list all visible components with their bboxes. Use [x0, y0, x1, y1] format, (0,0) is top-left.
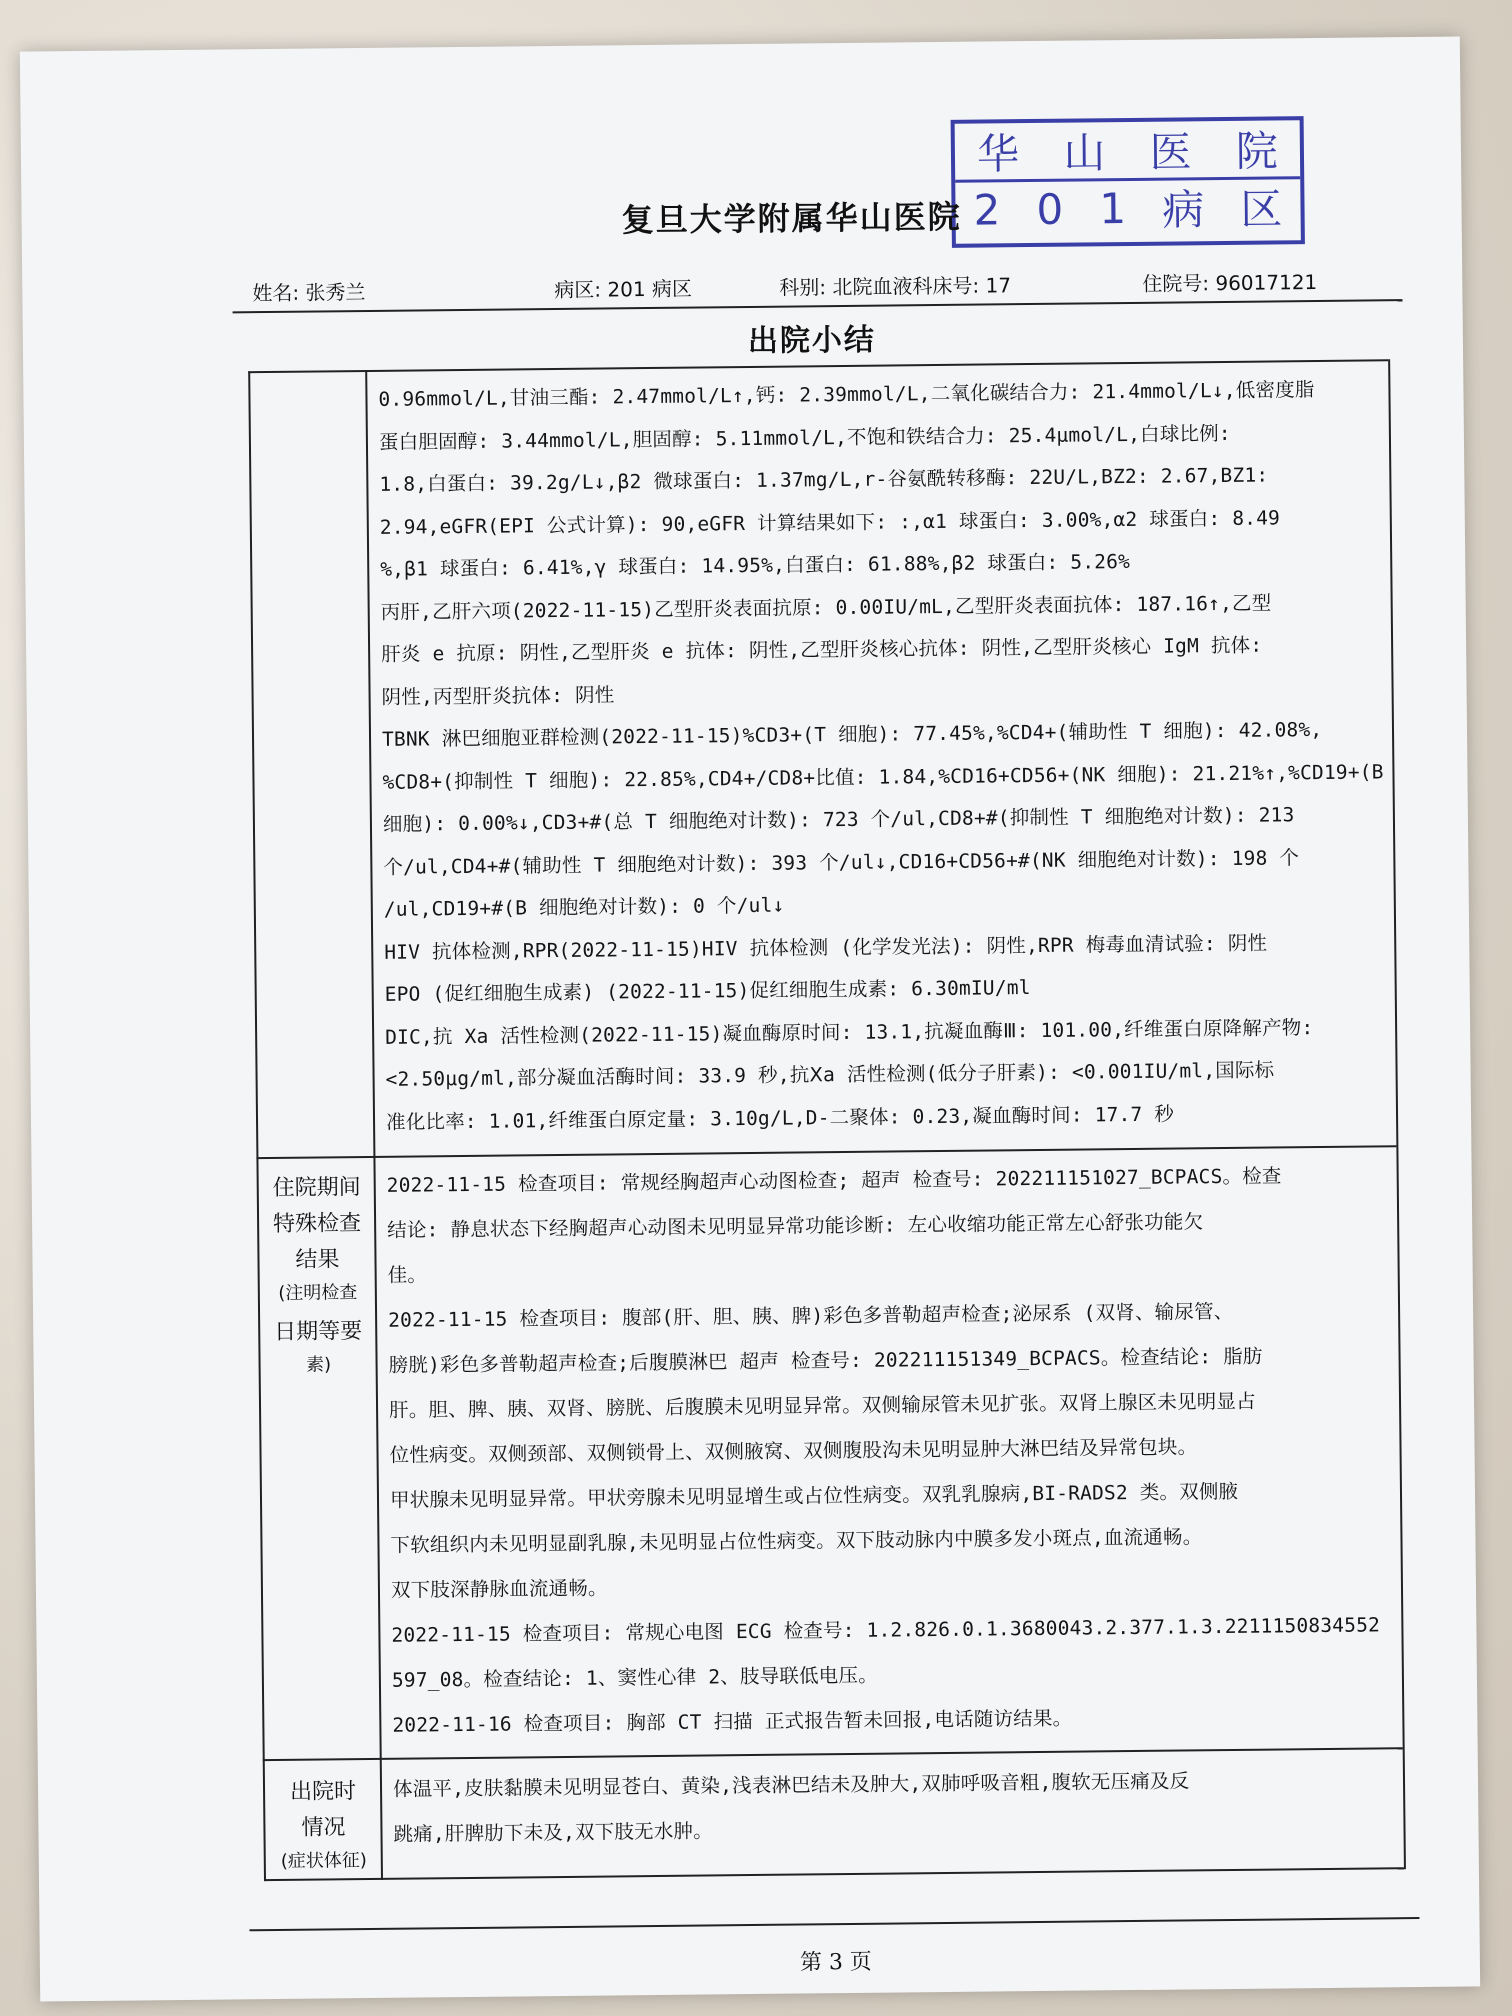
text-line: <2.50μg/ml,部分凝血活酶时间: 33.9 秒,抗Ⅹa 活性检测(低分子肝素): <0.001IU/ml,国际标	[385, 1058, 1275, 1091]
text-line: /ul,CD19+#(B 细胞绝对计数): 0 个/ul↓	[383, 893, 785, 921]
text-line: 膀胱)彩色多普勒超声检查;后腹膜淋巴 超声 检查号: 202211151349_BCPACS。检查结论: 脂肪	[388, 1344, 1263, 1377]
row-divider-1	[256, 1145, 1396, 1159]
stamp-char: 山	[1063, 128, 1106, 178]
stamp-char: 1	[1099, 183, 1127, 233]
stamp-char: 0	[1036, 184, 1064, 234]
text-line: 结论: 静息状态下经胸超声心动图未见明显异常功能诊断: 左心收缩功能正常左心舒张功能欠	[387, 1210, 1204, 1242]
department-field: 科别: 北院血液科床号: 17	[779, 273, 1012, 300]
text-line: 体温平,皮肤黏膜未见明显苍白、黄染,浅表淋巴结未及肿大,双肺呼吸音粗,腹软无压痛及反	[392, 1769, 1190, 1801]
table-right-border	[1388, 359, 1406, 1869]
text-line: 肝。胆、脾、胰、双肾、膀胱、后腹膜未见明显异常。双侧输尿管未见扩张。双肾上腺区未见明显占	[388, 1389, 1256, 1422]
table-top-border	[248, 359, 1388, 373]
page-number: 第 3 页	[799, 1949, 872, 1976]
text-line: 2.94,eGFR(EPI 公式计算): 90,eGFR 计算结果如下: :,α1 球蛋白: 3.00%,α2 球蛋白: 8.49	[379, 505, 1281, 539]
text-line: 跳痛,肝脾肋下未及,双下肢无水肿。	[393, 1819, 714, 1846]
text-line: 佳。	[387, 1263, 428, 1287]
row-label: 情况	[301, 1815, 346, 1841]
text-line: %,β1 球蛋白: 6.41%,γ 球蛋白: 14.95%,白蛋白: 61.88%,β2 球蛋白: 5.26%	[380, 549, 1131, 581]
text-line: 个/ul,CD4+#(辅助性 T 细胞绝对计数): 393 个/ul↓,CD16+CD56+#(NK 细胞绝对计数): 198 个	[383, 845, 1300, 879]
row-label: 住院期间	[272, 1175, 361, 1202]
row-divider-2	[263, 1747, 1403, 1761]
text-line: 下软组织内未见明显副乳腺,未见明显占位性病变。双下肢动脉内中膜多发小斑点,血流通畅。	[390, 1525, 1203, 1557]
text-line: 阴性,丙型肝炎抗体: 阴性	[381, 682, 615, 709]
text-line: 1.8,白蛋白: 39.2g/L↓,β2 微球蛋白: 1.37mg/L,r-谷氨酰转移酶: 22U/L,BZ2: 2.67,BZ1:	[379, 463, 1269, 496]
text-line: 597_08。检查结论: 1、窦性心律 2、肢导联低电压。	[391, 1663, 878, 1692]
stamp-char: 院	[1235, 126, 1279, 176]
text-line: 位性病变。双侧颈部、双侧锁骨上、双侧腋窝、双侧腹股沟未见明显肿大淋巴结及异常包块。	[389, 1435, 1198, 1467]
text-line: 双下肢深静脉血流通畅。	[390, 1576, 608, 1602]
text-line: 0.96mmol/L,甘油三酯: 2.47mmol/L↑,钙: 2.39mmol/L,二氧化碳结合力: 21.4mmol/L↓,低密度脂	[378, 378, 1315, 411]
text-line: 2022-11-15 检查项目: 常规心电图 ECG 检查号: 1.2.826.0.1.3680043.2.377.1.3.2211150834552	[391, 1613, 1381, 1647]
row-label: (症状体征)	[280, 1850, 367, 1872]
text-line: TBNK 淋巴细胞亚群检测(2022-11-15)%CD3+(T 细胞): 77.45%,%CD4+(辅助性 T 细胞): 42.08%,	[381, 717, 1323, 751]
text-line: %CD8+(抑制性 T 细胞): 22.85%,CD4+/CD8+比值: 1.84,%CD16+CD56+(NK 细胞): 21.21%↑,%CD19+(B	[382, 759, 1384, 794]
ward-stamp	[951, 116, 1305, 248]
stamp-char: 区	[1240, 184, 1283, 234]
page-title: 出院小结	[747, 322, 877, 359]
text-line: 2022-11-16 检查项目: 胸部 CT 扫描 正式报告暂未回报,电话随访结果。	[392, 1706, 1073, 1737]
table-left-border	[248, 371, 266, 1881]
text-line: HIV 抗体检测,RPR(2022-11-15)HIV 抗体检测 (化学发光法): 阴性,RPR 梅毒血清试验: 阴性	[384, 931, 1268, 964]
text-line: EPO (促红细胞生成素) (2022-11-15)促红细胞生成素: 6.30mIU/ml	[384, 976, 1031, 1006]
stamp-char: 华	[976, 129, 1020, 179]
row-label: (注明检查	[278, 1282, 358, 1304]
text-line: 丙肝,乙肝六项(2022-11-15)乙型肝炎表面抗原: 0.00IU/mL,乙型肝炎表面抗体: 187.16↑,乙型	[380, 591, 1272, 624]
text-line: DIC,抗 Xa 活性检测(2022-11-15)凝血酶原时间: 13.1,抗凝血酶Ⅲ: 101.00,纤维蛋白原降解产物:	[385, 1015, 1314, 1049]
stamp-char: 医	[1149, 127, 1192, 177]
row-label: 特殊检查	[272, 1211, 362, 1238]
text-line: 准化比率: 1.01,纤维蛋白原定量: 3.10g/L,D-二聚体: 0.23,凝血酶时间: 17.7 秒	[385, 1102, 1175, 1134]
patient-name: 姓名: 张秀兰	[252, 279, 366, 306]
text-line: 2022-11-15 检查项目: 常规经胸超声心动图检查; 超声 检查号: 202211151027_BCPACS。检查	[386, 1164, 1282, 1197]
footer-rule	[250, 1917, 1420, 1931]
text-line: 甲状腺未见明显异常。甲状旁腺未见明显增生或占位性病变。双乳乳腺病,BI-RADS2 类。双侧腋	[389, 1479, 1239, 1512]
admission-number: 住院号: 96017121	[1142, 270, 1318, 296]
row-label: 素)	[305, 1354, 332, 1376]
table-bottom-border	[264, 1867, 1404, 1881]
row-label: 出院时	[289, 1779, 357, 1805]
row-label: 日期等要	[274, 1319, 363, 1345]
text-line: 细胞): 0.00%↓,CD3+#(总 T 细胞绝对计数): 723 个/ul,CD8+#(抑制性 T 细胞绝对计数): 213	[382, 803, 1295, 836]
stamp-line-2	[955, 178, 1301, 238]
stamp-line-1	[955, 120, 1301, 183]
hospital-name: 复旦大学附属华山医院	[621, 197, 962, 240]
header-rule	[233, 299, 1403, 313]
ward-field: 病区: 201 病区	[554, 276, 693, 303]
row-label: 结果	[295, 1247, 340, 1273]
text-line: 蛋白胆固醇: 3.44mmol/L,胆固醇: 5.11mmol/L,不饱和铁结合力: 25.4μmol/L,白球比例:	[378, 421, 1231, 454]
document-page	[20, 37, 1480, 2002]
text-line: 2022-11-15 检查项目: 腹部(肝、胆、胰、脾)彩色多普勒超声检查;泌尿系 (双肾、输尿管、	[388, 1299, 1234, 1332]
stamp-char: 2	[973, 184, 1001, 235]
text-line: 肝炎 e 抗原: 阴性,乙型肝炎 e 抗体: 阴性,乙型肝炎核心抗体: 阴性,乙型肝炎核心 IgM 抗体:	[381, 633, 1263, 666]
stamp-char: 病	[1161, 185, 1205, 235]
